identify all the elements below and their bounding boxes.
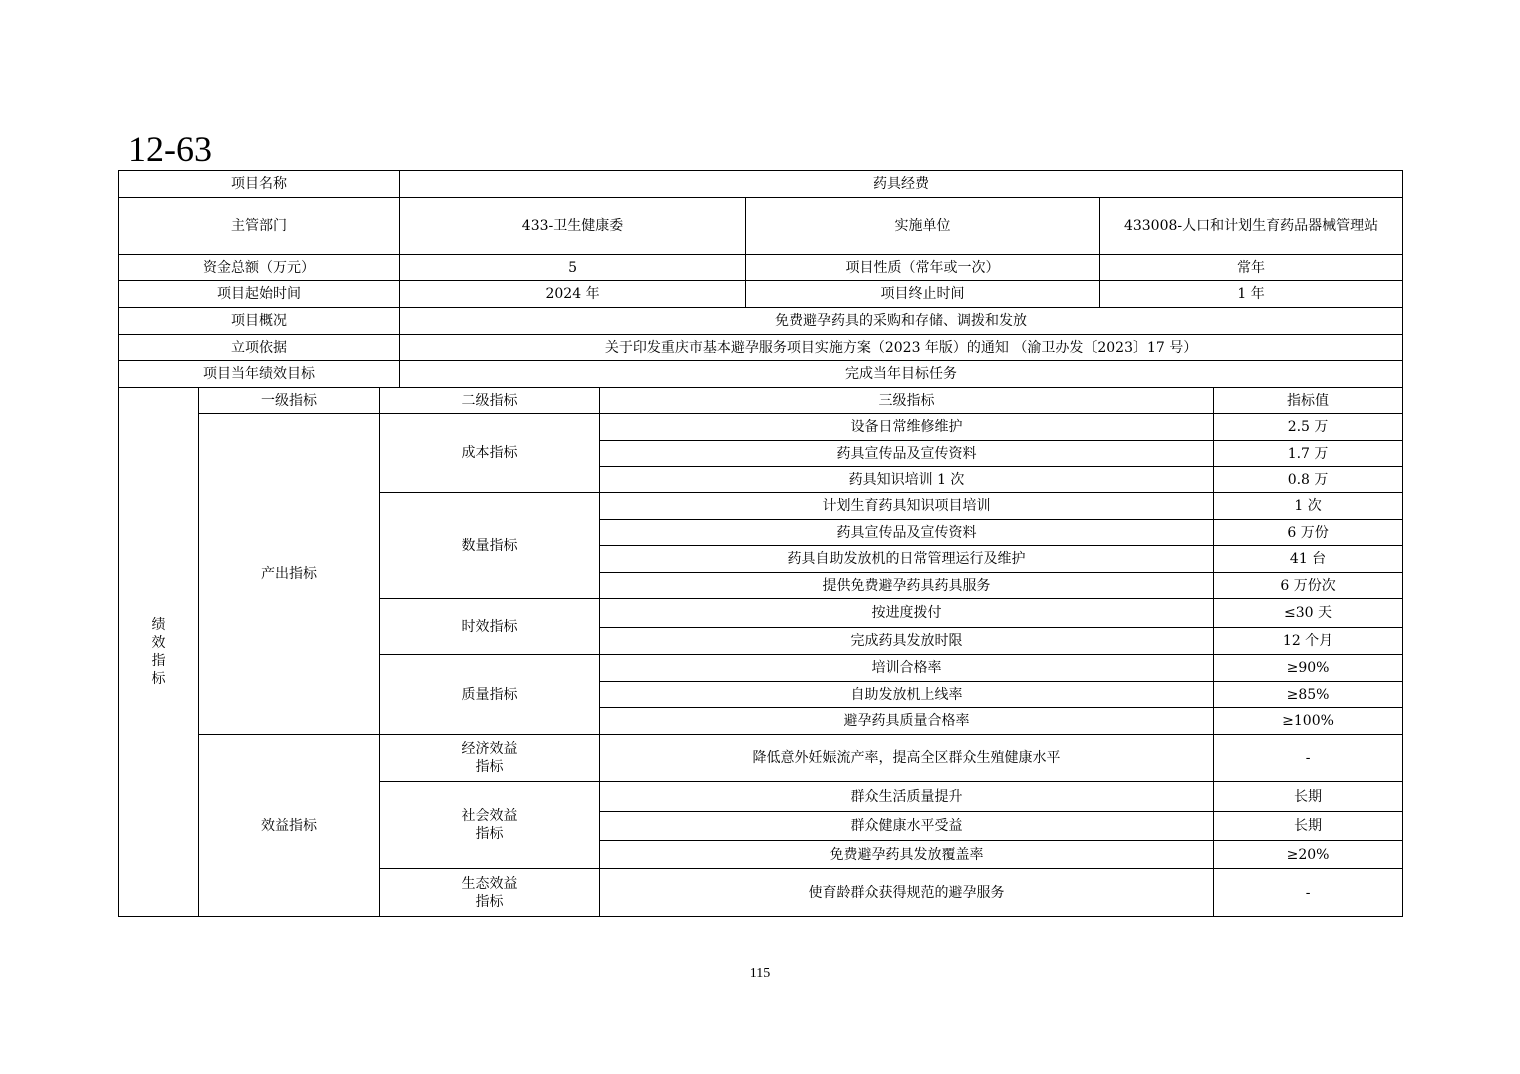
social-indicator-label bbox=[380, 782, 600, 869]
indicator-name: 设备日常维修维护 bbox=[600, 414, 1214, 441]
indicator-name: 药具自助发放机的日常管理运行及维护 bbox=[600, 546, 1214, 573]
side-char: 效 bbox=[151, 635, 166, 651]
start-label: 项目起始时间 bbox=[119, 281, 400, 308]
impl-value: 433008-人口和计划生育药品器械管理站 bbox=[1100, 198, 1403, 255]
end-label: 项目终止时间 bbox=[746, 281, 1100, 308]
label-line: 经济效益 bbox=[461, 741, 518, 757]
indicator-name: 自助发放机上线率 bbox=[600, 682, 1214, 708]
label-line: 社会效益 bbox=[461, 808, 518, 824]
indicator-name: 群众健康水平受益 bbox=[600, 812, 1214, 841]
row-goal bbox=[119, 361, 1403, 388]
overview-value: 免费避孕药具的采购和存储、调拨和发放 bbox=[400, 308, 1403, 335]
indicator-value: 长期 bbox=[1214, 812, 1403, 841]
col-header-value: 指标值 bbox=[1214, 388, 1403, 414]
row-department bbox=[119, 198, 1403, 255]
indicator-value: ≥90% bbox=[1214, 655, 1403, 682]
label-line: 指标 bbox=[475, 893, 504, 910]
indicator-name: 完成药具发放时限 bbox=[600, 628, 1214, 655]
row-fund bbox=[119, 255, 1403, 281]
indicator-name: 使育龄群众获得规范的避孕服务 bbox=[600, 869, 1214, 917]
table-row bbox=[119, 735, 1403, 782]
project-name-value: 药具经费 bbox=[400, 171, 1403, 198]
indicator-name: 药具宣传品及宣传资料 bbox=[600, 441, 1214, 467]
indicator-value: ≤30 天 bbox=[1214, 599, 1403, 628]
quantity-indicator-label: 数量指标 bbox=[380, 493, 600, 599]
indicator-value: 1.7 万 bbox=[1214, 441, 1403, 467]
impl-label: 实施单位 bbox=[746, 198, 1100, 255]
indicator-header-row bbox=[119, 388, 1403, 414]
indicator-value: 1 次 bbox=[1214, 493, 1403, 520]
benefit-indicator-label: 效益指标 bbox=[199, 735, 380, 917]
fund-label: 资金总额（万元） bbox=[119, 255, 400, 281]
project-name-label: 项目名称 bbox=[119, 171, 400, 198]
col-header-level1: 一级指标 bbox=[199, 388, 380, 414]
indicator-value: - bbox=[1214, 869, 1403, 917]
indicator-value: - bbox=[1214, 735, 1403, 782]
indicator-name: 免费避孕药具发放覆盖率 bbox=[600, 841, 1214, 869]
overview-label: 项目概况 bbox=[119, 308, 400, 335]
indicator-value: 2.5 万 bbox=[1214, 414, 1403, 441]
end-value: 1 年 bbox=[1100, 281, 1403, 308]
side-char: 绩 bbox=[151, 617, 166, 633]
col-header-level3: 三级指标 bbox=[600, 388, 1214, 414]
dept-label: 主管部门 bbox=[119, 198, 400, 255]
side-char: 标 bbox=[151, 671, 166, 687]
indicator-value: 长期 bbox=[1214, 782, 1403, 812]
indicator-name: 培训合格率 bbox=[600, 655, 1214, 682]
page-number: 115 bbox=[749, 966, 771, 981]
indicator-name: 群众生活质量提升 bbox=[600, 782, 1214, 812]
cost-indicator-label: 成本指标 bbox=[380, 414, 600, 493]
output-indicator-label: 产出指标 bbox=[199, 414, 380, 735]
eco-indicator-label bbox=[380, 869, 600, 917]
indicator-value: 6 万份次 bbox=[1214, 573, 1403, 599]
dept-value: 433-卫生健康委 bbox=[400, 198, 746, 255]
indicator-name: 药具宣传品及宣传资料 bbox=[600, 520, 1214, 546]
label-line: 生态效益 bbox=[461, 875, 518, 892]
indicator-name: 提供免费避孕药具药具服务 bbox=[600, 573, 1214, 599]
indicator-value: 0.8 万 bbox=[1214, 467, 1403, 493]
col-header-level2: 二级指标 bbox=[380, 388, 600, 414]
label-line: 指标 bbox=[475, 759, 504, 775]
label-line: 指标 bbox=[475, 826, 504, 842]
nature-label: 项目性质（常年或一次） bbox=[746, 255, 1100, 281]
side-char: 指 bbox=[151, 653, 166, 669]
indicator-name: 药具知识培训 1 次 bbox=[600, 467, 1214, 493]
performance-table bbox=[118, 170, 1403, 917]
basis-value: 关于印发重庆市基本避孕服务项目实施方案（2023 年版）的通知 （渝卫办发〔2023〕17 号） bbox=[400, 335, 1403, 361]
row-project-name bbox=[119, 171, 1403, 198]
indicator-name: 降低意外妊娠流产率，提高全区群众生殖健康水平 bbox=[600, 735, 1214, 782]
quality-indicator-label: 质量指标 bbox=[380, 655, 600, 735]
econ-indicator-label bbox=[380, 735, 600, 782]
table-row bbox=[119, 414, 1403, 441]
time-indicator-label: 时效指标 bbox=[380, 599, 600, 655]
indicator-value: 41 台 bbox=[1214, 546, 1403, 573]
indicator-value: ≥85% bbox=[1214, 682, 1403, 708]
indicator-value: ≥100% bbox=[1214, 708, 1403, 735]
row-time bbox=[119, 281, 1403, 308]
goal-label: 项目当年绩效目标 bbox=[119, 361, 400, 388]
row-overview bbox=[119, 308, 1403, 335]
start-value: 2024 年 bbox=[400, 281, 746, 308]
goal-value: 完成当年目标任务 bbox=[400, 361, 1403, 388]
indicator-name: 按进度拨付 bbox=[600, 599, 1214, 628]
indicator-name: 计划生育药具知识项目培训 bbox=[600, 493, 1214, 520]
document-id: 12-63 bbox=[128, 129, 212, 169]
performance-indicators-side-label bbox=[119, 388, 199, 917]
basis-label: 立项依据 bbox=[119, 335, 400, 361]
indicator-value: 12 个月 bbox=[1214, 628, 1403, 655]
indicator-value: 6 万份 bbox=[1214, 520, 1403, 546]
indicator-name: 避孕药具质量合格率 bbox=[600, 708, 1214, 735]
indicator-value: ≥20% bbox=[1214, 841, 1403, 869]
nature-value: 常年 bbox=[1100, 255, 1403, 281]
row-basis bbox=[119, 335, 1403, 361]
fund-value: 5 bbox=[400, 255, 746, 281]
